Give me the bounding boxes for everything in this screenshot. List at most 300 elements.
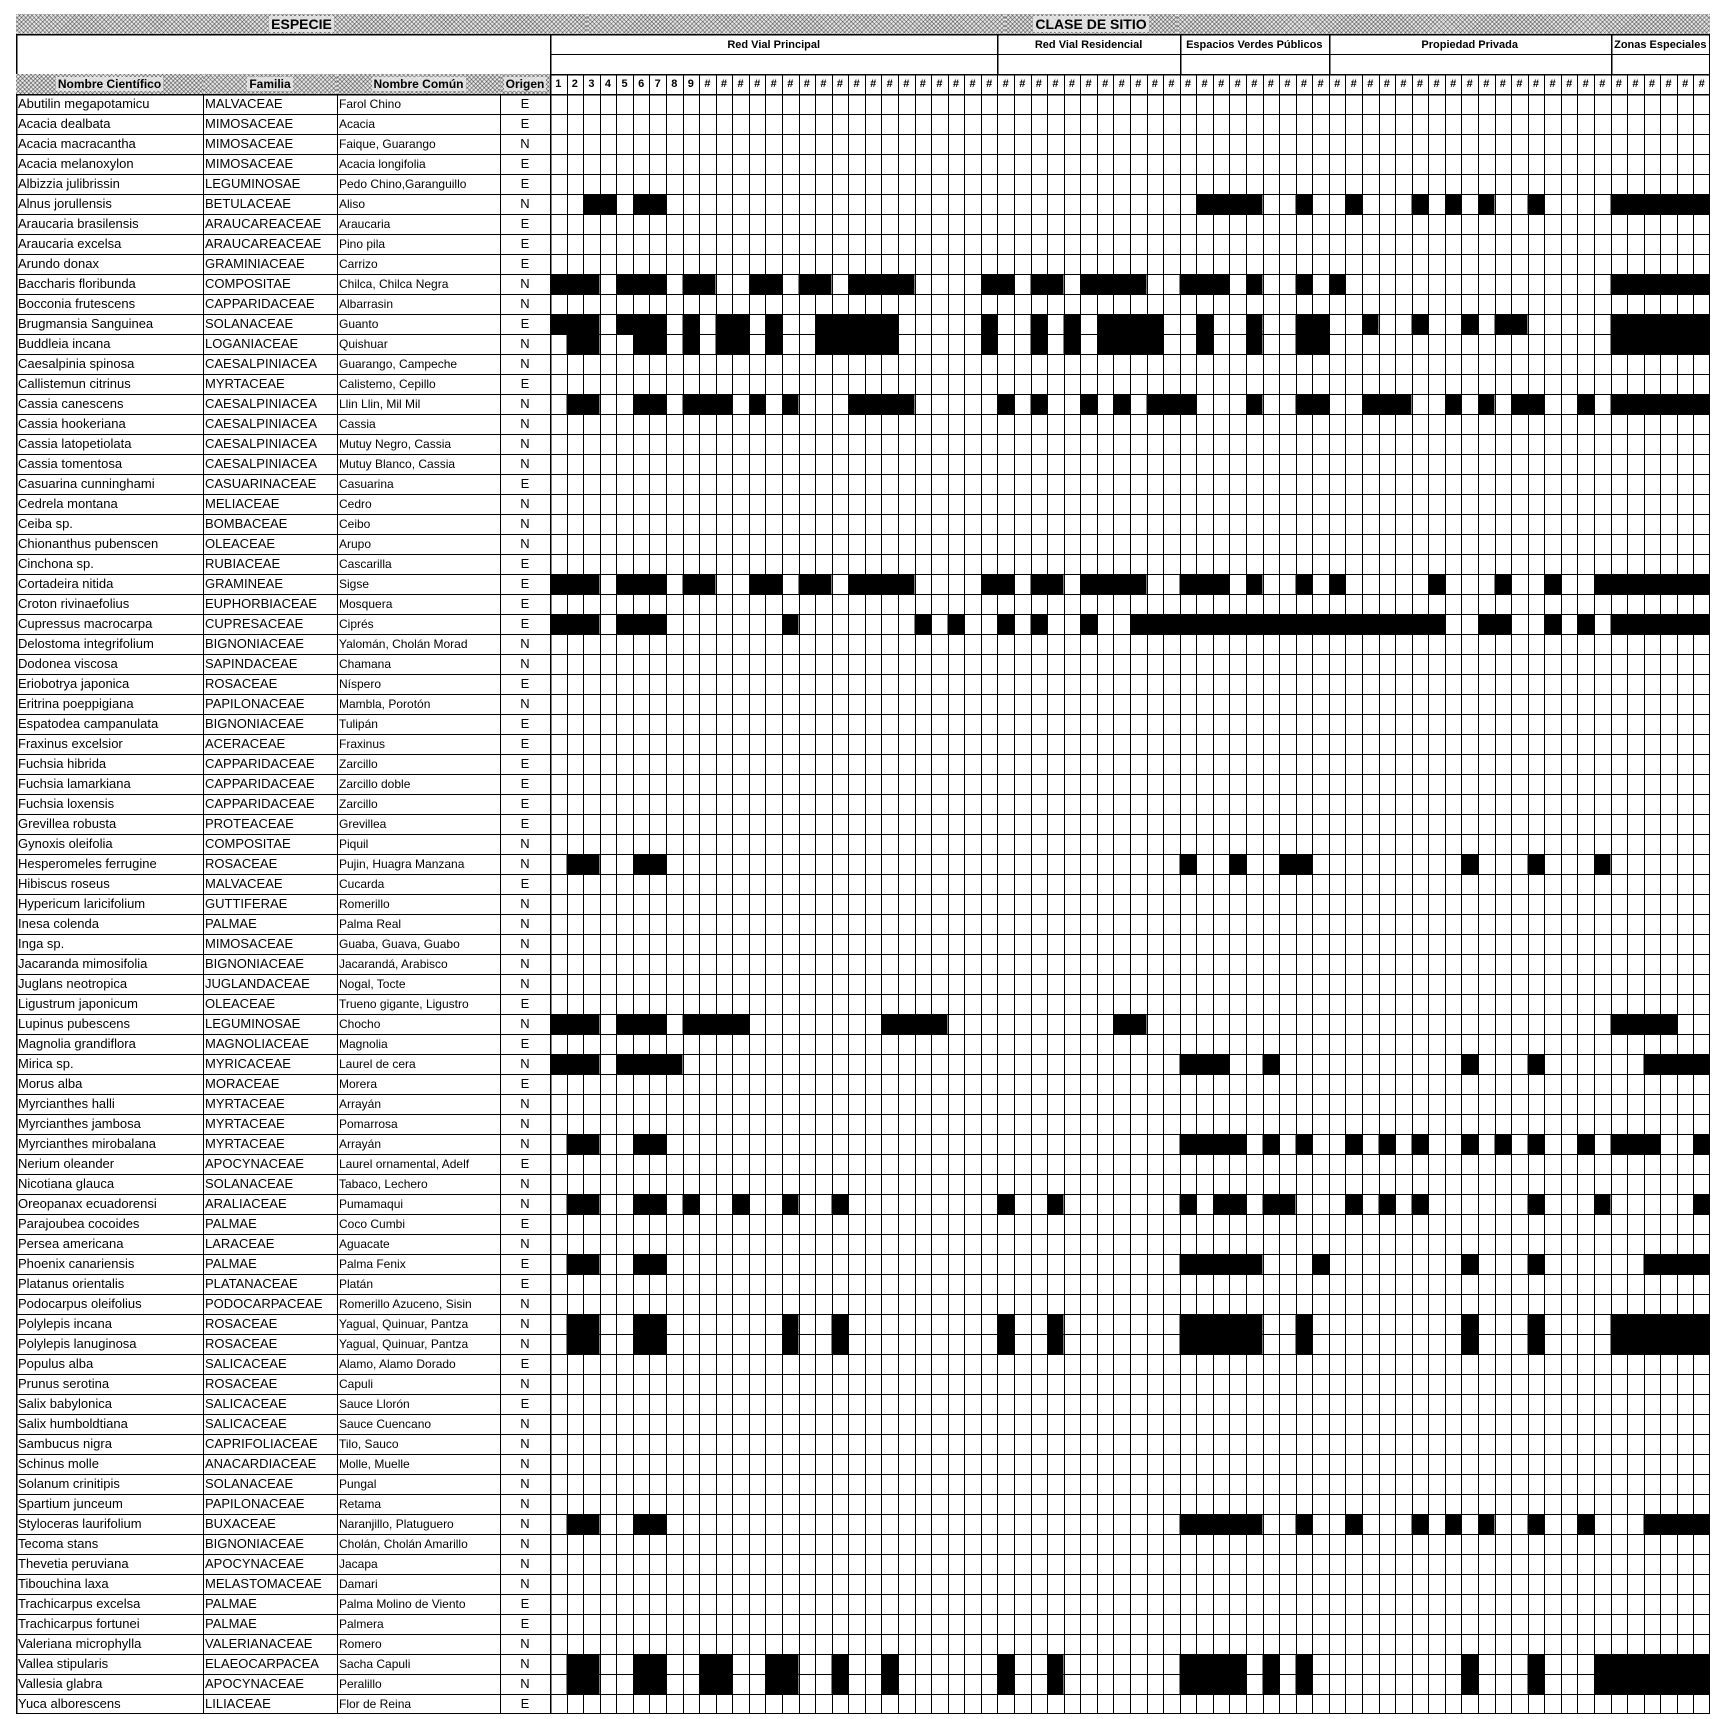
cell-cientifico: Chionanthus pubenscen bbox=[18, 536, 159, 551]
cell-familia: BIGNONIACEAE bbox=[205, 1536, 304, 1551]
site-mark bbox=[1047, 1194, 1064, 1214]
cell-origen: N bbox=[520, 656, 530, 671]
site-mark bbox=[1246, 574, 1263, 594]
cell-comun: Fraxinus bbox=[339, 737, 386, 751]
site-mark bbox=[732, 1194, 749, 1214]
site-mark bbox=[1528, 1514, 1545, 1534]
cell-comun: Níspero bbox=[339, 677, 382, 691]
cell-cientifico: Baccharis floribunda bbox=[18, 276, 136, 291]
site-mark bbox=[1031, 334, 1048, 354]
site-mark bbox=[583, 334, 600, 354]
cell-origen: N bbox=[520, 896, 530, 911]
site-mark bbox=[1395, 614, 1412, 634]
site-mark bbox=[1147, 334, 1164, 354]
site-mark bbox=[1577, 1134, 1594, 1154]
site-number: # bbox=[1367, 78, 1374, 90]
cell-familia: VALERIANACEAE bbox=[205, 1636, 313, 1651]
site-mark bbox=[1693, 574, 1710, 594]
site-mark bbox=[616, 314, 633, 334]
site-mark bbox=[782, 614, 799, 634]
site-number: # bbox=[1400, 78, 1407, 90]
site-mark bbox=[1528, 1134, 1545, 1154]
site-mark bbox=[865, 274, 882, 294]
site-mark bbox=[749, 394, 766, 414]
site-mark bbox=[1660, 334, 1677, 354]
site-mark bbox=[832, 1314, 849, 1334]
site-mark bbox=[633, 1134, 650, 1154]
site-mark bbox=[1660, 1334, 1677, 1354]
site-number: # bbox=[820, 78, 827, 90]
site-mark bbox=[649, 614, 666, 634]
site-mark bbox=[848, 574, 865, 594]
cell-comun: Laurel de cera bbox=[339, 1057, 416, 1071]
site-mark bbox=[815, 574, 832, 594]
site-mark bbox=[1528, 1254, 1545, 1274]
site-number: # bbox=[1549, 78, 1556, 90]
site-mark bbox=[716, 1014, 733, 1034]
site-mark bbox=[1113, 1014, 1130, 1034]
cell-cientifico: Styloceras laurifolium bbox=[18, 1516, 142, 1531]
cell-cientifico: Alnus jorullensis bbox=[18, 196, 112, 211]
site-mark bbox=[1031, 274, 1048, 294]
site-mark bbox=[1196, 334, 1213, 354]
site-mark bbox=[1147, 394, 1164, 414]
site-mark bbox=[1611, 394, 1628, 414]
cell-origen: E bbox=[520, 1276, 530, 1291]
header-hatched-band bbox=[587, 14, 1005, 34]
cell-comun: Pedo Chino,Garanguillo bbox=[339, 177, 467, 191]
site-mark bbox=[1213, 614, 1230, 634]
cell-comun: Guarango, Campeche bbox=[339, 357, 458, 371]
site-mark bbox=[1031, 394, 1048, 414]
site-number: # bbox=[1201, 78, 1208, 90]
cell-origen: E bbox=[520, 776, 530, 791]
site-number: # bbox=[1300, 78, 1308, 90]
site-mark bbox=[567, 854, 584, 874]
site-mark bbox=[782, 1654, 799, 1674]
cell-familia: BIGNONIACEAE bbox=[205, 716, 304, 731]
site-mark bbox=[1246, 314, 1263, 334]
site-number: # bbox=[1135, 78, 1142, 90]
cell-comun: Grevillea bbox=[339, 817, 387, 831]
cell-cientifico: Phoenix canariensis bbox=[18, 1256, 135, 1271]
site-mark bbox=[716, 1654, 733, 1674]
site-mark bbox=[1246, 334, 1263, 354]
site-mark bbox=[981, 574, 998, 594]
site-mark bbox=[1279, 854, 1296, 874]
site-mark bbox=[1296, 1134, 1313, 1154]
site-mark bbox=[832, 1334, 849, 1354]
site-mark bbox=[583, 1514, 600, 1534]
site-number: # bbox=[1383, 78, 1390, 90]
site-number: # bbox=[903, 78, 910, 90]
site-mark bbox=[1693, 1334, 1710, 1354]
cell-comun: Palma Molino de Viento bbox=[339, 1597, 466, 1611]
site-mark bbox=[1644, 1314, 1661, 1334]
site-mark bbox=[832, 1674, 849, 1694]
cell-comun: Albarrasin bbox=[339, 297, 394, 311]
cell-familia: LILIACEAE bbox=[205, 1696, 271, 1711]
site-mark bbox=[583, 1134, 600, 1154]
site-mark bbox=[1693, 1134, 1710, 1154]
site-mark bbox=[1528, 1054, 1545, 1074]
site-mark bbox=[1660, 1254, 1677, 1274]
site-mark bbox=[915, 1014, 932, 1034]
site-mark bbox=[567, 1054, 584, 1074]
cell-familia: SALICACEAE bbox=[205, 1416, 287, 1431]
site-mark bbox=[1528, 854, 1545, 874]
cell-comun: Guaba, Guava, Guabo bbox=[339, 937, 460, 951]
col-header-familia bbox=[203, 74, 337, 94]
site-mark bbox=[997, 614, 1014, 634]
cell-cientifico: Cassia canescens bbox=[18, 396, 124, 411]
site-mark bbox=[583, 1654, 600, 1674]
site-mark bbox=[633, 394, 650, 414]
cell-comun: Molle, Muelle bbox=[339, 1457, 410, 1471]
header-especie bbox=[16, 14, 587, 34]
site-mark bbox=[1080, 574, 1097, 594]
cell-comun: Sauce Llorón bbox=[339, 1397, 410, 1411]
cell-familia: GRAMINIACEAE bbox=[205, 256, 305, 271]
site-number: # bbox=[1184, 78, 1192, 90]
cell-comun: Tilo, Sauco bbox=[339, 1437, 399, 1451]
site-mark bbox=[1611, 314, 1628, 334]
site-number: # bbox=[1566, 78, 1573, 90]
cell-comun: Acacia longifolia bbox=[339, 157, 426, 171]
col-header-origen bbox=[500, 74, 550, 94]
cell-comun: Romerillo Azuceno, Sisin bbox=[339, 1297, 472, 1311]
site-number: # bbox=[803, 78, 810, 90]
site-mark bbox=[1296, 314, 1313, 334]
cell-cientifico: Tecoma stans bbox=[18, 1536, 99, 1551]
site-number: # bbox=[1516, 78, 1523, 90]
cell-origen: N bbox=[520, 1476, 530, 1491]
cell-comun: Platán bbox=[339, 1277, 374, 1291]
cell-origen: N bbox=[520, 1496, 530, 1511]
cell-origen: E bbox=[520, 676, 530, 691]
site-mark bbox=[997, 1314, 1014, 1334]
site-mark bbox=[1677, 1514, 1694, 1534]
site-mark bbox=[1296, 854, 1313, 874]
cell-comun: Naranjillo, Platuguero bbox=[339, 1517, 454, 1531]
cell-cientifico: Bocconia frutescens bbox=[18, 296, 136, 311]
site-number: # bbox=[1168, 78, 1175, 90]
site-mark bbox=[1644, 1674, 1661, 1694]
site-mark bbox=[1031, 314, 1048, 334]
cell-cientifico: Jacaranda mimosifolia bbox=[18, 956, 148, 971]
site-mark bbox=[633, 854, 650, 874]
site-number: # bbox=[1068, 78, 1076, 90]
site-mark bbox=[716, 334, 733, 354]
cell-familia: CUPRESACEAE bbox=[205, 616, 304, 631]
cell-familia: CAPPARIDACEAE bbox=[205, 756, 315, 771]
site-number: # bbox=[704, 78, 711, 90]
site-number: # bbox=[1599, 78, 1606, 90]
cell-comun: Tabaco, Lechero bbox=[339, 1177, 428, 1191]
site-mark bbox=[1196, 614, 1213, 634]
site-mark bbox=[1213, 1134, 1230, 1154]
site-mark bbox=[1229, 1194, 1246, 1214]
cell-origen: E bbox=[520, 156, 530, 171]
site-mark bbox=[997, 274, 1014, 294]
cell-cientifico: Cassia latopetiolata bbox=[18, 436, 132, 451]
cell-origen: E bbox=[520, 576, 530, 591]
cell-cientifico: Dodonea viscosa bbox=[18, 656, 118, 671]
cell-familia: ROSACEAE bbox=[205, 676, 278, 691]
cell-cientifico: Arundo donax bbox=[18, 256, 99, 271]
site-number: # bbox=[737, 78, 744, 90]
cell-familia: PALMAE bbox=[205, 1616, 257, 1631]
site-mark bbox=[649, 1254, 666, 1274]
site-mark bbox=[1428, 574, 1445, 594]
site-mark bbox=[633, 574, 650, 594]
site-mark bbox=[782, 394, 799, 414]
site-mark bbox=[1196, 1054, 1213, 1074]
cell-origen: E bbox=[520, 596, 530, 611]
site-mark bbox=[997, 1654, 1014, 1674]
cell-comun: Piquil bbox=[339, 837, 369, 851]
site-mark bbox=[1329, 614, 1346, 634]
site-mark bbox=[1246, 274, 1263, 294]
site-mark bbox=[1362, 394, 1379, 414]
cell-cientifico: Ligustrum japonicum bbox=[18, 996, 138, 1011]
site-mark bbox=[1461, 1134, 1478, 1154]
site-mark bbox=[1412, 314, 1429, 334]
site-mark bbox=[1180, 1314, 1197, 1334]
cell-cientifico: Cinchona sp. bbox=[18, 556, 94, 571]
site-mark bbox=[649, 1674, 666, 1694]
cell-cientifico: Populus alba bbox=[18, 1356, 94, 1371]
cell-origen: E bbox=[520, 96, 530, 111]
cell-cientifico: Fuchsia lamarkiana bbox=[18, 776, 131, 791]
site-mark bbox=[915, 614, 932, 634]
site-mark bbox=[1047, 1334, 1064, 1354]
site-mark bbox=[1677, 334, 1694, 354]
cell-familia: PROTEACEAE bbox=[205, 816, 294, 831]
cell-familia: MIMOSACEAE bbox=[205, 936, 294, 951]
cell-familia: COMPOSITAE bbox=[205, 276, 291, 291]
cell-origen: N bbox=[520, 1116, 530, 1131]
site-mark bbox=[1312, 314, 1329, 334]
site-mark bbox=[649, 314, 666, 334]
site-mark bbox=[1097, 334, 1114, 354]
site-mark bbox=[1229, 854, 1246, 874]
cell-origen: E bbox=[520, 376, 530, 391]
site-mark bbox=[649, 1134, 666, 1154]
cell-comun: Chilca, Chilca Negra bbox=[339, 277, 449, 291]
cell-familia: ROSACEAE bbox=[205, 856, 278, 871]
site-mark bbox=[583, 614, 600, 634]
site-mark bbox=[716, 314, 733, 334]
site-mark bbox=[1677, 1254, 1694, 1274]
site-mark bbox=[1296, 574, 1313, 594]
site-mark bbox=[1677, 574, 1694, 594]
site-mark bbox=[1428, 614, 1445, 634]
site-mark bbox=[1229, 1134, 1246, 1154]
site-mark bbox=[1130, 574, 1147, 594]
cell-comun: Sacha Capuli bbox=[339, 1657, 411, 1671]
site-number: # bbox=[1698, 78, 1705, 90]
cell-cientifico: Caesalpinia spinosa bbox=[18, 356, 135, 371]
cell-origen: N bbox=[520, 1576, 530, 1591]
site-mark bbox=[649, 1654, 666, 1674]
site-number: # bbox=[1085, 78, 1092, 90]
site-mark bbox=[1263, 1054, 1280, 1074]
site-mark bbox=[881, 314, 898, 334]
cell-origen: N bbox=[520, 1416, 530, 1431]
site-mark bbox=[1693, 314, 1710, 334]
cell-comun: Romero bbox=[339, 1637, 382, 1651]
site-mark bbox=[832, 1194, 849, 1214]
site-mark bbox=[1246, 1254, 1263, 1274]
cell-familia: ROSACEAE bbox=[205, 1376, 278, 1391]
site-mark bbox=[1196, 194, 1213, 214]
cell-origen: E bbox=[520, 256, 530, 271]
cell-cientifico: Albizzia julibrissin bbox=[18, 176, 120, 191]
site-mark bbox=[1196, 1314, 1213, 1334]
site-mark bbox=[1412, 1134, 1429, 1154]
site-mark bbox=[1312, 334, 1329, 354]
site-mark bbox=[649, 574, 666, 594]
site-mark bbox=[815, 334, 832, 354]
site-number: # bbox=[1035, 78, 1042, 90]
cell-cientifico: Valeriana microphylla bbox=[18, 1636, 142, 1651]
site-mark bbox=[1229, 194, 1246, 214]
site-mark bbox=[1229, 1254, 1246, 1274]
site-mark bbox=[1495, 614, 1512, 634]
cell-familia: SAPINDACEAE bbox=[205, 656, 298, 671]
site-number: # bbox=[1433, 78, 1440, 90]
site-mark bbox=[948, 614, 965, 634]
site-mark bbox=[832, 314, 849, 334]
site-mark bbox=[1644, 574, 1661, 594]
cell-comun: Faique, Guarango bbox=[339, 137, 436, 151]
site-mark bbox=[1345, 1514, 1362, 1534]
site-mark bbox=[1246, 1514, 1263, 1534]
site-mark bbox=[881, 1674, 898, 1694]
site-mark bbox=[633, 274, 650, 294]
cell-origen: E bbox=[520, 1396, 530, 1411]
site-mark bbox=[633, 1054, 650, 1074]
cell-cientifico: Brugmansia Sanguinea bbox=[18, 316, 154, 331]
cell-cientifico: Acacia melanoxylon bbox=[18, 156, 134, 171]
cell-origen: E bbox=[520, 616, 530, 631]
site-mark bbox=[649, 1334, 666, 1354]
site-mark bbox=[1627, 1314, 1644, 1334]
cell-familia: CAPPARIDACEAE bbox=[205, 776, 315, 791]
site-number: 6 bbox=[638, 78, 645, 90]
cell-familia: BIGNONIACEAE bbox=[205, 956, 304, 971]
site-number: # bbox=[936, 78, 943, 90]
site-mark bbox=[1544, 614, 1561, 634]
site-mark bbox=[1495, 1134, 1512, 1154]
cell-cientifico: Trachicarpus excelsa bbox=[18, 1596, 141, 1611]
site-mark bbox=[1660, 1014, 1677, 1034]
site-mark bbox=[1627, 1014, 1644, 1034]
site-mark bbox=[782, 1674, 799, 1694]
site-mark bbox=[1047, 1674, 1064, 1694]
species-site-table bbox=[16, 14, 1710, 1714]
site-mark bbox=[1196, 1254, 1213, 1274]
site-mark bbox=[1644, 1514, 1661, 1534]
cell-comun: Yalomán, Cholán Morad bbox=[339, 637, 468, 651]
site-number: 4 bbox=[604, 78, 612, 90]
site-mark bbox=[1412, 1514, 1429, 1534]
site-mark bbox=[1577, 614, 1594, 634]
site-mark bbox=[567, 274, 584, 294]
cell-familia: MIMOSACEAE bbox=[205, 156, 294, 171]
site-mark bbox=[1196, 1514, 1213, 1534]
site-mark bbox=[1611, 614, 1628, 634]
cell-comun: Ceibo bbox=[339, 517, 371, 531]
site-mark bbox=[1213, 1314, 1230, 1334]
site-mark bbox=[649, 854, 666, 874]
site-mark bbox=[1379, 614, 1396, 634]
site-mark bbox=[1263, 1674, 1280, 1694]
site-mark bbox=[1296, 334, 1313, 354]
site-mark bbox=[1379, 394, 1396, 414]
cell-origen: N bbox=[520, 1136, 530, 1151]
site-mark bbox=[683, 314, 700, 334]
cell-origen: N bbox=[520, 136, 530, 151]
cell-comun: Palma Real bbox=[339, 917, 402, 931]
cell-origen: E bbox=[520, 996, 530, 1011]
site-mark bbox=[567, 1314, 584, 1334]
site-mark bbox=[1345, 614, 1362, 634]
cell-comun: Ciprés bbox=[339, 617, 374, 631]
cell-origen: N bbox=[520, 296, 530, 311]
site-mark bbox=[1180, 1674, 1197, 1694]
site-mark bbox=[1080, 394, 1097, 414]
site-mark bbox=[1511, 314, 1528, 334]
cell-familia: ELAEOCARPACEA bbox=[205, 1656, 319, 1671]
cell-familia: MAGNOLIACEAE bbox=[205, 1036, 310, 1051]
site-mark bbox=[848, 334, 865, 354]
site-mark bbox=[633, 1654, 650, 1674]
site-mark bbox=[633, 1194, 650, 1214]
site-mark bbox=[1478, 1514, 1495, 1534]
site-mark bbox=[1445, 394, 1462, 414]
cell-origen: N bbox=[520, 956, 530, 971]
site-mark bbox=[1229, 1514, 1246, 1534]
site-mark bbox=[567, 1334, 584, 1354]
cell-familia: ROSACEAE bbox=[205, 1336, 278, 1351]
cell-comun: Guanto bbox=[339, 317, 379, 331]
site-mark bbox=[799, 574, 816, 594]
cell-familia: MYRTACEAE bbox=[205, 1116, 285, 1131]
site-number: # bbox=[1118, 78, 1125, 90]
cell-comun: Jacarandá, Arabisco bbox=[339, 957, 448, 971]
cell-cientifico: Delostoma integrifolium bbox=[18, 636, 154, 651]
site-mark bbox=[997, 394, 1014, 414]
site-number: # bbox=[1632, 78, 1639, 90]
site-mark bbox=[1677, 1674, 1694, 1694]
cell-familia: ARAUCAREACEAE bbox=[205, 216, 322, 231]
site-mark bbox=[1213, 194, 1230, 214]
cell-origen: N bbox=[520, 336, 530, 351]
site-mark bbox=[1644, 1254, 1661, 1274]
cell-familia: CAPPARIDACEAE bbox=[205, 296, 315, 311]
site-mark bbox=[583, 1314, 600, 1334]
site-mark bbox=[550, 314, 567, 334]
site-mark bbox=[633, 614, 650, 634]
site-mark bbox=[1660, 1514, 1677, 1534]
col-header-cientifico bbox=[16, 74, 203, 94]
cell-familia: BETULACEAE bbox=[205, 196, 291, 211]
site-mark bbox=[649, 1314, 666, 1334]
cell-comun: Pumamaqui bbox=[339, 1197, 404, 1211]
cell-origen: E bbox=[520, 316, 530, 331]
